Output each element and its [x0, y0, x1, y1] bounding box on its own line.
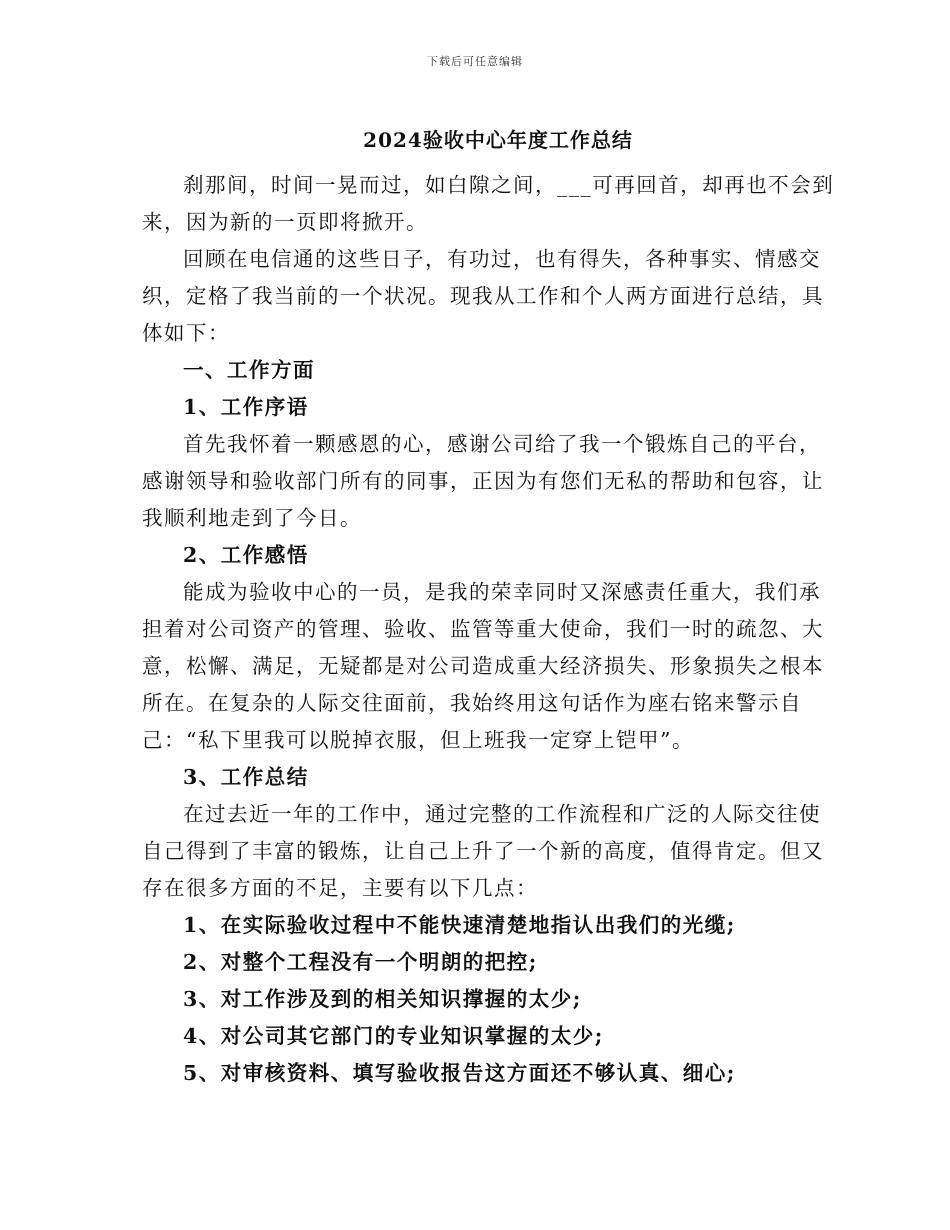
paragraph-insights: 能成为验收中心的一员，是我的荣幸同时又深感责任重大，我们承担着对公司资产的管理、验收、监管等重大使命，我们一时的疏忽、大意，松懈、满足，无疑都是对公司造成重大经济损失、形象损失之根本所在。在复杂的人际交往面前，我始终用这句话作为座右铭来警示自己：“私下里我可以脱掉衣服，但上班我一定穿上铠甲”。 [142, 580, 824, 752]
document-body [142, 167, 842, 1092]
subheading-insights: 2、工作感悟 [183, 543, 309, 567]
paragraph-intro: 刹那间，时间一晃而过，如白隙之间，___可再回首，却再也不会到来，因为新的一页即将掀开。 [142, 173, 835, 234]
document-title: 2024验收中心年度工作总结 [363, 128, 633, 152]
list-item-shortcoming-5: 5、对审核资料、填写验收报告这方面还不够认真、细心; [183, 1061, 736, 1085]
paragraph-review: 回顾在电信通的这些日子，有功过，也有得失，各种事实、情感交织，定格了我当前的一个状况。现我从工作和个人两方面进行总结，具体如下： [142, 247, 824, 345]
header-note: 下载后可任意编辑 [427, 55, 523, 68]
list-item-shortcoming-1: 1、在实际验收过程中不能快速清楚地指认出我们的光缆; [183, 913, 736, 937]
subheading-summary: 3、工作总结 [183, 765, 309, 789]
paragraph-summary: 在过去近一年的工作中，通过完整的工作流程和广泛的人际交往使自己得到了丰富的锻炼，让自己上升了一个新的高度，值得肯定。但又存在很多方面的不足，主要有以下几点： [142, 802, 824, 900]
section-heading-work: 一、工作方面 [183, 358, 315, 382]
list-item-shortcoming-2: 2、对整个工程没有一个明朗的把控; [183, 950, 538, 974]
subheading-preface: 1、工作序语 [183, 395, 309, 419]
paragraph-gratitude: 首先我怀着一颗感恩的心，感谢公司给了我一个锻炼自己的平台，感谢领导和验收部门所有的同事，正因为有您们无私的帮助和包容，让我顺利地走到了今日。 [142, 432, 824, 530]
list-item-shortcoming-3: 3、对工作涉及到的相关知识撑握的太少; [183, 987, 582, 1011]
list-item-shortcoming-4: 4、对公司其它部门的专业知识掌握的太少; [183, 1024, 604, 1048]
